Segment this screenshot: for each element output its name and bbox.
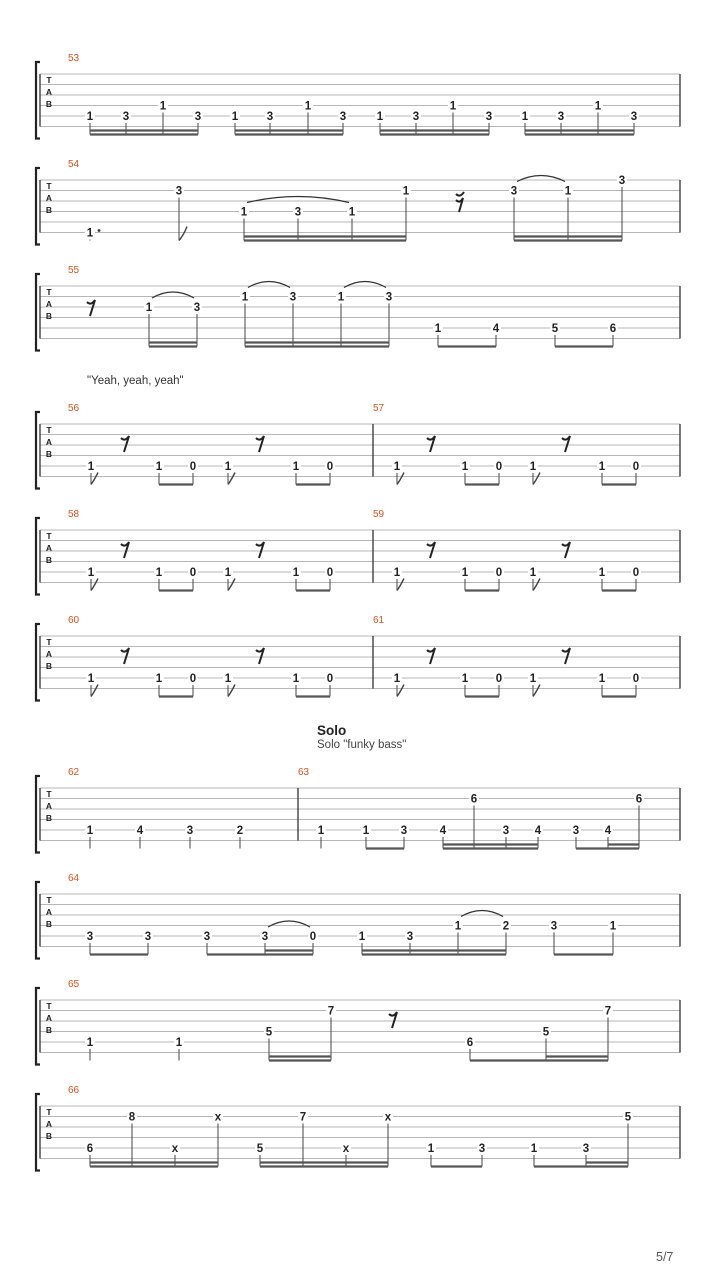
tab-clef-letter: A [45,437,53,448]
fret-number: 0 [495,461,503,473]
fret-number: 1 [231,111,239,123]
fret-number: 3 [572,825,580,837]
fret-number: 1 [461,567,469,579]
tab-clef-letter: B [45,919,53,930]
fret-number: 6 [470,793,478,806]
fret-number: 1 [87,673,95,685]
note-flag [228,473,235,485]
fret-number: 3 [406,931,414,943]
eighth-rest [389,1012,397,1028]
fret-number: 3 [502,825,510,837]
fret-number: 8 [128,1111,136,1124]
fret-number: 0 [632,673,640,685]
fret-number: 1 [145,302,153,314]
eighth-rest [427,648,435,664]
fret-number: 1 [530,1143,538,1155]
note-flag [533,473,540,485]
fret-number: 6 [609,323,617,335]
fret-number: 0 [189,567,197,579]
page-number: 5/7 [656,1250,674,1264]
section-text: Solo "funky bass" [317,739,407,751]
fret-number: 1 [529,673,537,685]
tab-clef-letter: T [46,181,52,191]
fret-number: 1 [175,1037,183,1049]
fret-number: 2 [502,920,510,933]
fret-number: 1 [402,185,410,198]
note-flag [91,579,98,591]
fret-number: 7 [299,1111,307,1124]
fret-number: 4 [534,825,542,837]
measure-number: 58 [68,509,80,520]
fret-number: 1 [155,461,163,473]
measure-number: 53 [68,53,80,64]
tie-arc [517,176,565,182]
fret-number: 1 [87,461,95,473]
eighth-rest [427,436,435,452]
fret-number: 3 [412,111,420,123]
fret-number: 1 [393,461,401,473]
fret-number: 1 [155,567,163,579]
tab-clef-letter: A [45,543,53,554]
fret-number: 1 [598,673,606,685]
fret-number: 6 [86,1143,94,1155]
fret-number: 1 [461,673,469,685]
measure-number: 64 [68,873,80,884]
fret-number: 3 [510,185,518,198]
fret-number: 1 [598,461,606,473]
section-title: Solo [317,723,347,738]
tab-clef-letter: A [45,801,53,812]
sixteenth-rest [456,192,464,212]
note-flag [91,685,98,697]
fret-number: 1 [304,100,312,113]
tab-clef-letter: A [45,87,53,98]
eighth-rest [121,436,129,452]
fret-number: 5 [551,323,559,335]
fret-number: 3 [485,111,493,123]
measure-number: 62 [68,767,80,778]
tab-clef-letter: B [45,99,53,110]
fret-number: 3 [194,111,202,123]
fret-number: 1 [376,111,384,123]
eighth-rest [427,542,435,558]
tab-clef-letter: B [45,449,53,460]
fret-number: 1 [598,567,606,579]
measure-number: 61 [373,615,385,626]
fret-number: 1 [564,185,572,198]
note-flag [533,579,540,591]
fret-number: 3 [557,111,565,123]
fret-number: 1 [159,100,167,113]
fret-number: 3 [478,1143,486,1155]
fret-number: 1 [529,567,537,579]
fret-number: 1 [224,461,232,473]
note-flag [533,685,540,697]
fret-number: 5 [624,1111,632,1124]
tab-clef-letter: B [45,1131,53,1142]
fret-number: 0 [326,673,334,685]
tie-arc [344,282,386,288]
note-flag [397,685,404,697]
fret-number: 3 [339,111,347,123]
fret-number: 7 [327,1005,335,1018]
tab-clef-letter: A [45,1013,53,1024]
fret-number: 1 [393,673,401,685]
fret-number: 1 [224,673,232,685]
fret-number: 1 [461,461,469,473]
fret-number: 6 [466,1037,474,1049]
tab-clef-letter: T [46,425,52,435]
note-flag [397,579,404,591]
fret-number: 1 [292,461,300,473]
tab-clef-letter: B [45,1025,53,1036]
note-flag [91,473,98,485]
note-flag [228,685,235,697]
tie-arc [247,197,349,203]
fret-number: 3 [193,302,201,314]
fret-number: 5 [256,1143,264,1155]
fret-number: 1 [155,673,163,685]
measure-number: 57 [373,403,385,414]
tab-clef-letter: A [45,193,53,204]
fret-number: 0 [495,673,503,685]
tab-clef-letter: T [46,75,52,85]
measure-number: 65 [68,979,80,990]
tab-clef-letter: T [46,789,52,799]
fret-number: 4 [439,825,447,837]
fret-number: 1 [86,111,94,123]
tab-clef-letter: T [46,895,52,905]
fret-number: 0 [495,567,503,579]
fret-number: 1 [337,291,345,304]
fret-number: 2 [236,825,244,837]
fret-number: x [384,1111,392,1124]
tab-clef-letter: B [45,555,53,566]
fret-number: 3 [86,931,94,943]
eighth-rest [256,648,264,664]
fret-number: 3 [261,931,269,943]
tie-arc [152,292,194,298]
measure-number: 59 [373,509,385,520]
measure-number: 63 [298,767,310,778]
fret-number: 1 [348,206,356,219]
tab-clef-letter: A [45,649,53,660]
tab-clef-letter: T [46,1001,52,1011]
eighth-rest [562,436,570,452]
eighth-rest [121,648,129,664]
fret-number: 1 [427,1143,435,1155]
tie-arc [248,282,290,288]
fret-number: 1 [594,100,602,113]
eighth-rest [562,648,570,664]
fret-number: 0 [632,567,640,579]
tab-clef-letter: T [46,637,52,647]
fret-number: 3 [582,1143,590,1155]
fret-number: 3 [289,291,297,304]
eighth-rest [256,436,264,452]
fret-number: 3 [400,825,408,837]
fret-number: 3 [203,931,211,943]
fret-number: 1 [86,227,94,240]
tab-clef-letter: B [45,813,53,824]
lyric-annotation: "Yeah, yeah, yeah" [87,375,184,387]
fret-number: 4 [604,825,612,837]
fret-number: 5 [542,1026,550,1039]
tie-arc [268,921,310,927]
tab-clef-letter: B [45,661,53,672]
fret-number: 5 [265,1026,273,1039]
tab-clef-letter: B [45,311,53,322]
fret-number: 3 [550,920,558,933]
tab-clef-letter: A [45,299,53,310]
fret-number: 3 [122,111,130,123]
fret-number: 1 [529,461,537,473]
eighth-rest [256,542,264,558]
fret-number: 3 [618,175,626,187]
fret-number: x [171,1143,179,1155]
fret-number: 3 [294,206,302,219]
fret-number: 1 [521,111,529,123]
fret-number: 0 [189,461,197,473]
fret-number: 3 [175,185,183,198]
fret-number: 1 [609,920,617,933]
fret-number: x [214,1111,222,1124]
tab-clef-letter: T [46,1107,52,1117]
tab-clef-letter: T [46,531,52,541]
fret-number: 1 [292,567,300,579]
measure-number: 56 [68,403,80,414]
note-flag [228,579,235,591]
fret-number: 1 [362,825,370,837]
fret-number: 4 [492,323,500,335]
fret-number: 3 [630,111,638,123]
eighth-rest [87,300,95,316]
tab-clef-letter: T [46,287,52,297]
fret-number: 3 [266,111,274,123]
fret-number: 3 [186,825,194,837]
fret-number: 1 [224,567,232,579]
fret-number: 1 [434,323,442,335]
tab-clef-letter: A [45,1119,53,1130]
fret-number: 1 [317,825,325,837]
fret-number: 1 [86,825,94,837]
measure-number: 55 [68,265,80,276]
eighth-rest [121,542,129,558]
fret-number: 1 [241,291,249,304]
note-flag [397,473,404,485]
fret-number: 6 [635,793,643,806]
note-dot [98,229,101,232]
fret-number: x [342,1143,350,1155]
tab-clef-letter: A [45,907,53,918]
eighth-rest [562,542,570,558]
fret-number: 0 [326,461,334,473]
fret-number: 1 [87,567,95,579]
fret-number: 1 [86,1037,94,1049]
tab-clef-letter: B [45,205,53,216]
note-flag [179,227,187,241]
measure-number: 60 [68,615,80,626]
tie-arc [461,911,503,917]
fret-number: 0 [326,567,334,579]
fret-number: 1 [449,100,457,113]
fret-number: 3 [144,931,152,943]
fret-number: 1 [358,931,366,943]
fret-number: 1 [393,567,401,579]
fret-number: 0 [309,931,317,943]
fret-number: 0 [189,673,197,685]
fret-number: 0 [632,461,640,473]
fret-number: 1 [292,673,300,685]
fret-number: 3 [385,291,393,304]
fret-number: 1 [454,920,462,933]
fret-number: 7 [604,1005,612,1018]
measure-number: 66 [68,1085,80,1096]
fret-number: 1 [240,206,248,219]
fret-number: 4 [136,825,144,837]
measure-number: 54 [68,159,80,170]
